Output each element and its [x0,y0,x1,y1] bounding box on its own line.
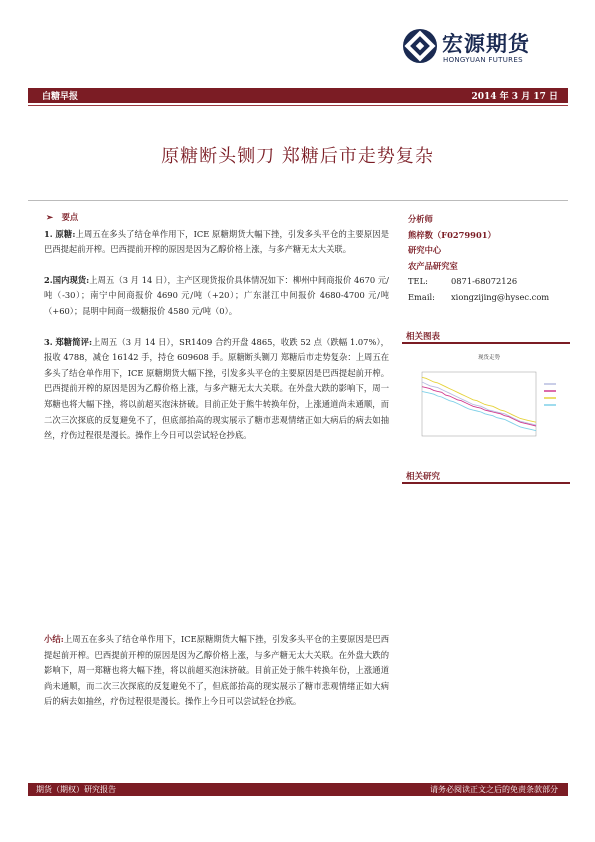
related-research-heading: 相关研究 [402,470,570,484]
title-divider [28,200,568,201]
header-divider [28,105,568,106]
analyst-name: 熊梓数（F0279901） [408,229,496,240]
spot-price-chart [408,350,570,446]
report-name: 白糖早报 [42,92,79,102]
report-date: 2014 年 3 月 17 日 [471,92,558,102]
point-raw-sugar: 1. 原糖:上周五在多头了结仓单作用下，ICE 原糖期货大幅下挫，引发多头平仓的主要原因是巴西提起前开榨。巴西提前开榨的原因是因为乙醇价格上涨，与多产糖无太大关联。 [44,228,389,255]
footer-report-type: 期货（期权）研究报告 [36,785,116,794]
point-zhengzhou-sugar: 3. 郑糖简评:上周五（3 月 14 日），SR1409 合约开盘 4865，收跌 52 点（跌幅 1.07%），报收 4788，减仓 16142 手，持仓 609608 手。原糖断头铡刀 郑糖后市走势复杂：上周五在多头了结仓单作用下，ICE 原糖期货大幅下挫，引发多头平仓的主要原因是巴西提起前开榨。巴西提前开榨的原因是因为乙醇价格上涨，与多产糖无太大关联。在外盘大跌的影响下，周一郑糖也将大幅下挫，将以前超买泡沫挤破。目前正处于熊牛转换年份，上涨通道尚未通顺，而二次三次探底的反复避免不了，但底部抬高的现实展示了糖市悲观情绪正如大病后的病去如抽丝，疗伤过程很是漫长。操作上今日可以尝试轻仓抄底。 [44,336,389,441]
key-points-heading: ➢ 要点 [46,212,79,222]
chart-series-line-1 [422,382,536,425]
logo-name-cn: 宏源期货 [442,32,530,56]
main-content [44,210,389,444]
analyst-email: Email: xiongzijing@hysec.com [408,291,550,302]
chart-series-line-3 [422,377,536,422]
header-bar [28,88,568,103]
conclusion [44,632,389,710]
analyst-office: 农产品研究室 [408,260,458,271]
analyst-info [408,212,573,306]
footer-disclaimer[interactable]: 请务必阅读正文之后的免责条款部分 [430,785,558,794]
footer-bar [28,783,568,796]
arrow-bullet-icon: ➢ [46,212,53,222]
company-logo [402,28,552,70]
analyst-heading: 分析师 [408,214,433,224]
analyst-department: 研究中心 [408,245,442,256]
page-title: 原糖断头铡刀 郑糖后市走势复杂 [161,146,434,167]
chart-title: 现货走势 [477,355,500,361]
chart-series-line-4 [422,391,536,430]
logo-name-en: HONGYUAN FUTURES [443,56,523,64]
related-charts-heading: 相关图表 [402,330,570,344]
chart-series-line-2 [422,387,536,426]
hongyuan-logo-icon [402,28,438,64]
chart-plot [408,350,570,446]
point-domestic-spot: 2.国内现货:上周五（3 月 14 日），主产区现货报价具体情况如下：柳州中间商报价 4670 元/吨（-30）；南宁中间商报价 4690 元/吨（+20）；广东湛江中间报价 4680-4700 元/吨（+60）；昆明中间商一级糖报价 4580 元/吨（0）。 [44,274,389,316]
conclusion-label: 小结: [44,634,64,644]
analyst-tel: TEL: 0871-68072126 [408,276,518,287]
conclusion-text: 上周五在多头了结仓单作用下，ICE原糖期货大幅下挫，引发多头平仓的主要原因是巴西提起前开榨。巴西提前开榨的原因是因为乙醇价格上涨，与多产糖无太大关联。在外盘大跌的影响下，周一郑糖也将大幅下挫，将以前超买泡沫挤破。目前正处于熊牛转换年份，上涨通道尚未通顺，而二次三次探底的反复避免不了，但底部抬高的现实展示了糖市悲观情绪正如大病后的病去如抽丝，疗伤过程很是漫长。操作上今日可以尝试轻仓抄底。 [44,634,389,707]
